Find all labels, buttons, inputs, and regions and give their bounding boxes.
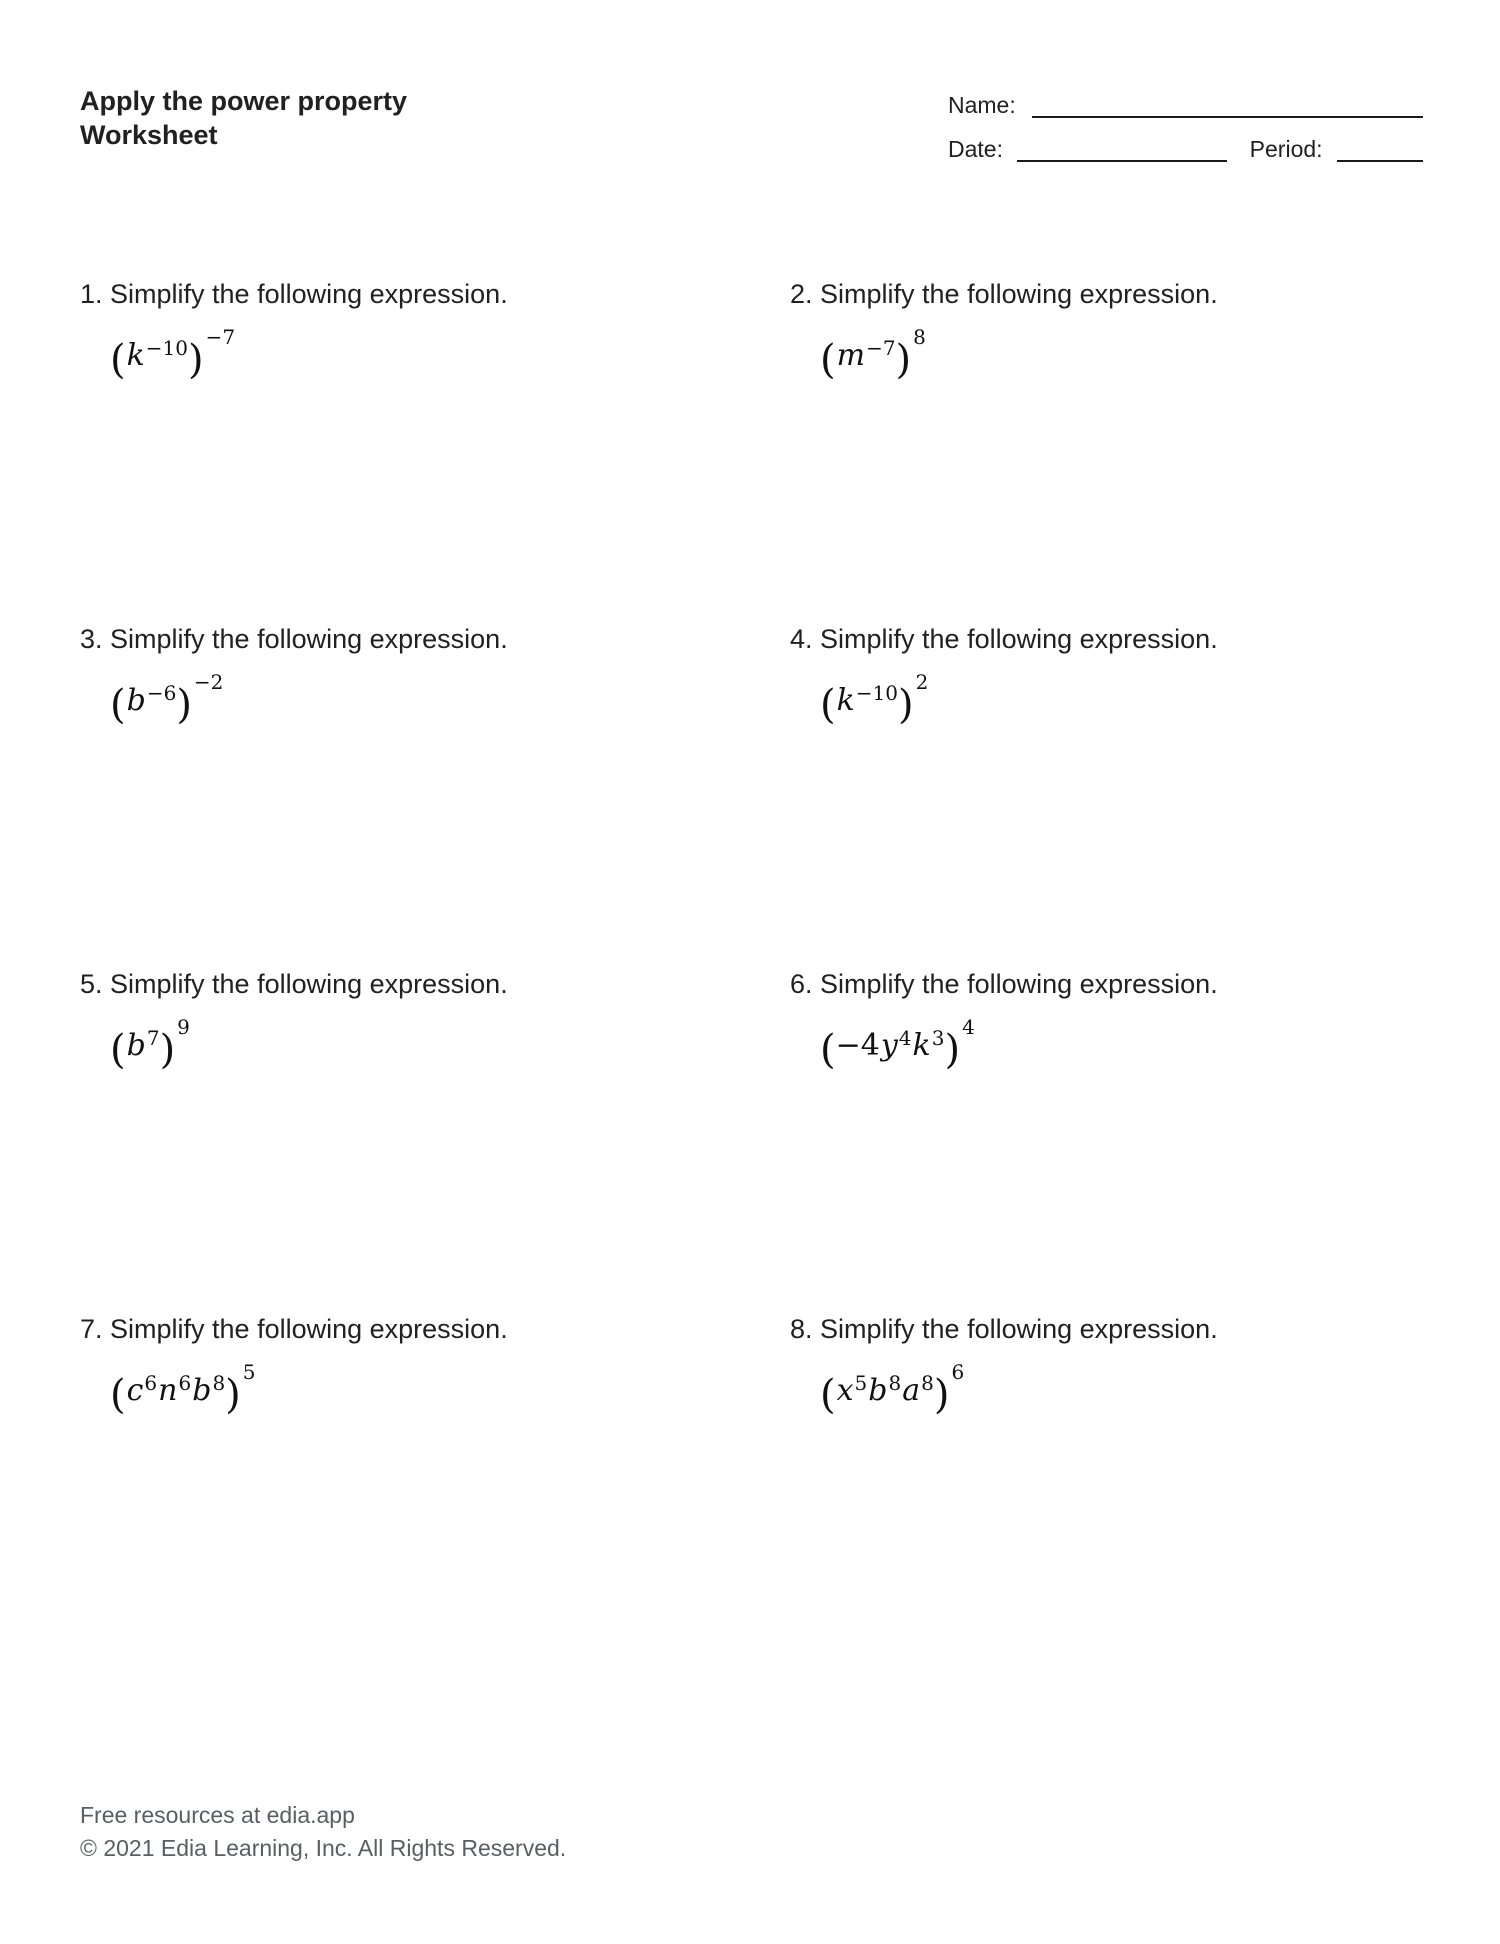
math-token-sup: 3 [931,1026,945,1050]
math-token-outersup: 8 [913,325,926,349]
math-token-outersup: 5 [242,1360,256,1384]
math-token-var: b [192,1373,212,1408]
math-token-var: m [836,338,866,373]
math-token-rparen: ) [898,682,914,728]
footer-copyright-text: © 2021 Edia Learning, Inc. All Rights Reserved. [80,1835,567,1861]
math-token-lparen: ( [110,1372,126,1418]
math-token-lparen: ( [820,682,836,728]
math-token-var: b [126,1028,146,1063]
math-token-rparen: ) [159,1027,176,1073]
problem-7-expression [110,1360,790,1418]
problem-7 [80,1313,790,1658]
problem-6 [790,968,1420,1313]
math-token-var: c [126,1373,144,1408]
math-token-outersup: 9 [177,1015,190,1039]
problem-3-expression [110,670,790,728]
name-label: Name: [948,92,1016,118]
math-token-outersup: 2 [915,670,929,694]
math-token-var: k [126,338,145,373]
problem-8-prompt: 8. Simplify the following expression. [790,1314,1218,1344]
math-token-var: n [158,1373,178,1408]
math-token-var: k [912,1028,931,1063]
math-token-outersup: −2 [193,670,224,694]
problem-7-prompt: 7. Simplify the following expression. [80,1314,508,1344]
problem-3-prompt: 3. Simplify the following expression. [80,624,508,654]
math-token-rparen: ) [176,682,192,728]
math-token-sup: −10 [145,336,189,360]
math-token-sup: −6 [146,681,177,705]
footer-resources-text: Free resources at edia.app [80,1802,355,1828]
math-token-lparen: ( [110,337,126,383]
math-token-sup: 8 [888,1371,902,1395]
math-token-sup: 6 [144,1371,158,1395]
period-input-line[interactable] [1337,140,1423,162]
math-token-outersup: 6 [951,1360,965,1384]
problem-1-prompt: 1. Simplify the following expression. [80,279,508,309]
math-token-rparen: ) [944,1027,961,1073]
problem-1-expression [110,325,790,383]
problem-3 [80,623,790,968]
math-token-lparen: ( [820,1027,836,1073]
math-token-lparen: ( [110,682,126,728]
math-token-var: k [836,683,855,718]
date-label: Date: [948,136,1003,162]
problem-5-expression [110,1015,790,1073]
math-token-sup: 7 [146,1026,160,1050]
math-token-var: x [836,1373,854,1408]
problem-6-expression [820,1015,1420,1073]
name-field-row [948,92,1423,118]
problem-1 [80,278,790,623]
math-token-var: a [902,1373,921,1408]
math-token-rparen: ) [933,1372,950,1418]
problem-8-expression [820,1360,1420,1418]
problem-2-prompt: 2. Simplify the following expression. [790,279,1218,309]
math-token-rparen: ) [895,337,912,383]
math-token-outersup: −7 [205,325,236,349]
math-token-lparen: ( [820,337,836,383]
math-token-var: b [868,1373,888,1408]
math-token-outersup: 4 [962,1015,975,1039]
problem-4-expression [820,670,1420,728]
problem-5-prompt: 5. Simplify the following expression. [80,969,508,999]
math-token-sup: 8 [921,1371,934,1395]
date-input-line[interactable] [1017,140,1227,162]
problem-4-prompt: 4. Simplify the following expression. [790,624,1218,654]
problem-8 [790,1313,1420,1658]
page-footer [80,1799,566,1865]
problem-6-prompt: 6. Simplify the following expression. [790,969,1218,999]
name-input-line[interactable] [1032,96,1423,118]
math-token-num: −4 [835,1028,880,1063]
math-token-sup: −7 [866,336,896,360]
worksheet-title-line2: Worksheet [80,120,218,150]
problem-2-expression [820,325,1420,383]
math-token-var: b [126,683,146,718]
problems-grid [80,278,1420,1658]
header-fields [948,92,1423,180]
problem-2 [790,278,1420,623]
math-token-rparen: ) [188,337,204,383]
worksheet-title-line1: Apply the power property [80,86,408,116]
period-label: Period: [1249,136,1323,162]
math-token-sup: 8 [212,1371,226,1395]
worksheet-title-block [80,84,407,152]
problem-5 [80,968,790,1313]
problem-4 [790,623,1420,968]
math-token-sup: 4 [898,1026,912,1050]
math-token-lparen: ( [820,1372,836,1418]
math-token-sup: −10 [855,681,899,705]
math-token-sup: 5 [854,1371,868,1395]
math-token-sup: 6 [178,1371,192,1395]
math-token-rparen: ) [225,1372,241,1418]
math-token-lparen: ( [110,1027,126,1073]
math-token-var: y [880,1028,898,1063]
date-period-field-row [948,136,1423,162]
